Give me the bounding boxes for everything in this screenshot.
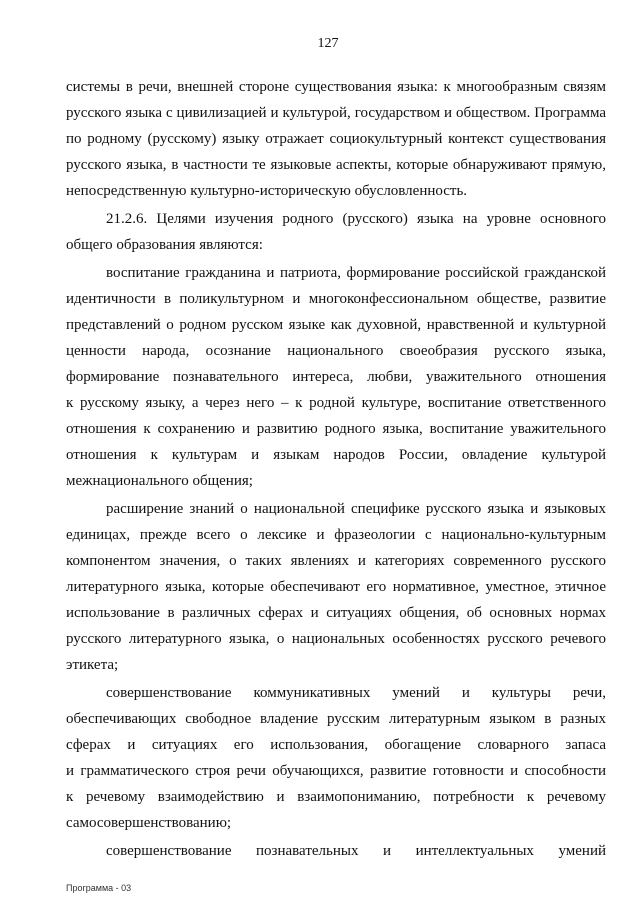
text-line: межнационального общения;	[66, 473, 253, 489]
text-line: сферах и ситуациях его использования, обогащение словарного запаса	[66, 737, 606, 753]
text-line: литературного языка, которые обеспечивают его нормативное, уместное, этичное	[66, 579, 606, 595]
text-line: русского языка с цивилизацией и культурой, государством и обществом. Программа	[66, 105, 606, 121]
text-line: 21.2.6. Целями изучения родного (русского) языка на уровне основного	[106, 211, 606, 227]
text-line: единицах, прежде всего о лексике и фразеологии с национально-культурным	[66, 527, 606, 543]
text-line: общего образования являются:	[66, 237, 263, 253]
text-line: совершенствование коммуникативных умений и культуры речи,	[106, 685, 606, 701]
text-line: компонентом значения, о таких явлениях и категориях современного русского	[66, 553, 606, 569]
text-line: русского литературного языка, о национальных особенностях русского речевого	[66, 631, 606, 647]
page-footer: Программа - 03	[66, 883, 132, 893]
text-line: ценности народа, осознание национального своеобразия русского языка,	[66, 343, 606, 359]
text-line: отношения к культурам и языкам народов России, овладение культурой	[66, 447, 606, 463]
text-line: к речевому взаимодействию и взаимопониманию, потребности к речевому	[66, 789, 606, 805]
text-line: воспитание гражданина и патриота, формирование российской гражданской	[106, 265, 606, 281]
page-number: 127	[317, 36, 339, 51]
text-line: расширение знаний о национальной специфике русского языка и языковых	[106, 501, 606, 517]
text-line: идентичности в поликультурном и многоконфессиональном обществе, развитие	[66, 291, 606, 307]
text-line: к русскому языку, а через него – к родной культуре, воспитание ответственного	[66, 395, 606, 411]
text-line: и грамматического строя речи обучающихся, развитие готовности и способности	[66, 763, 606, 779]
text-line: русского языка, в частности те языковые аспекты, которые обнаруживают прямую,	[66, 157, 606, 173]
text-line: по родному (русскому) языку отражает социокультурный контекст существования	[66, 131, 606, 147]
text-line: этикета;	[66, 657, 119, 673]
text-line: непосредственную культурно-историческую обусловленность.	[66, 183, 468, 199]
text-line: представлений о родном русском языке как духовной, нравственной и культурной	[66, 317, 606, 333]
text-line: обеспечивающих свободное владение русским литературным языком в разных	[66, 711, 606, 727]
text-line: использование в различных сферах и ситуациях общения, об основных нормах	[66, 605, 606, 621]
text-line: отношения к сохранению и развитию родного языка, воспитание уважительного	[66, 421, 606, 437]
text-line: совершенствование познавательных и интеллектуальных умений	[106, 843, 606, 859]
text-line: формирование познавательного интереса, любви, уважительного отношения	[66, 369, 606, 385]
text-line: самосовершенствованию;	[66, 815, 232, 831]
text-line: системы в речи, внешней стороне существования языка: к многообразным связям	[66, 79, 606, 95]
